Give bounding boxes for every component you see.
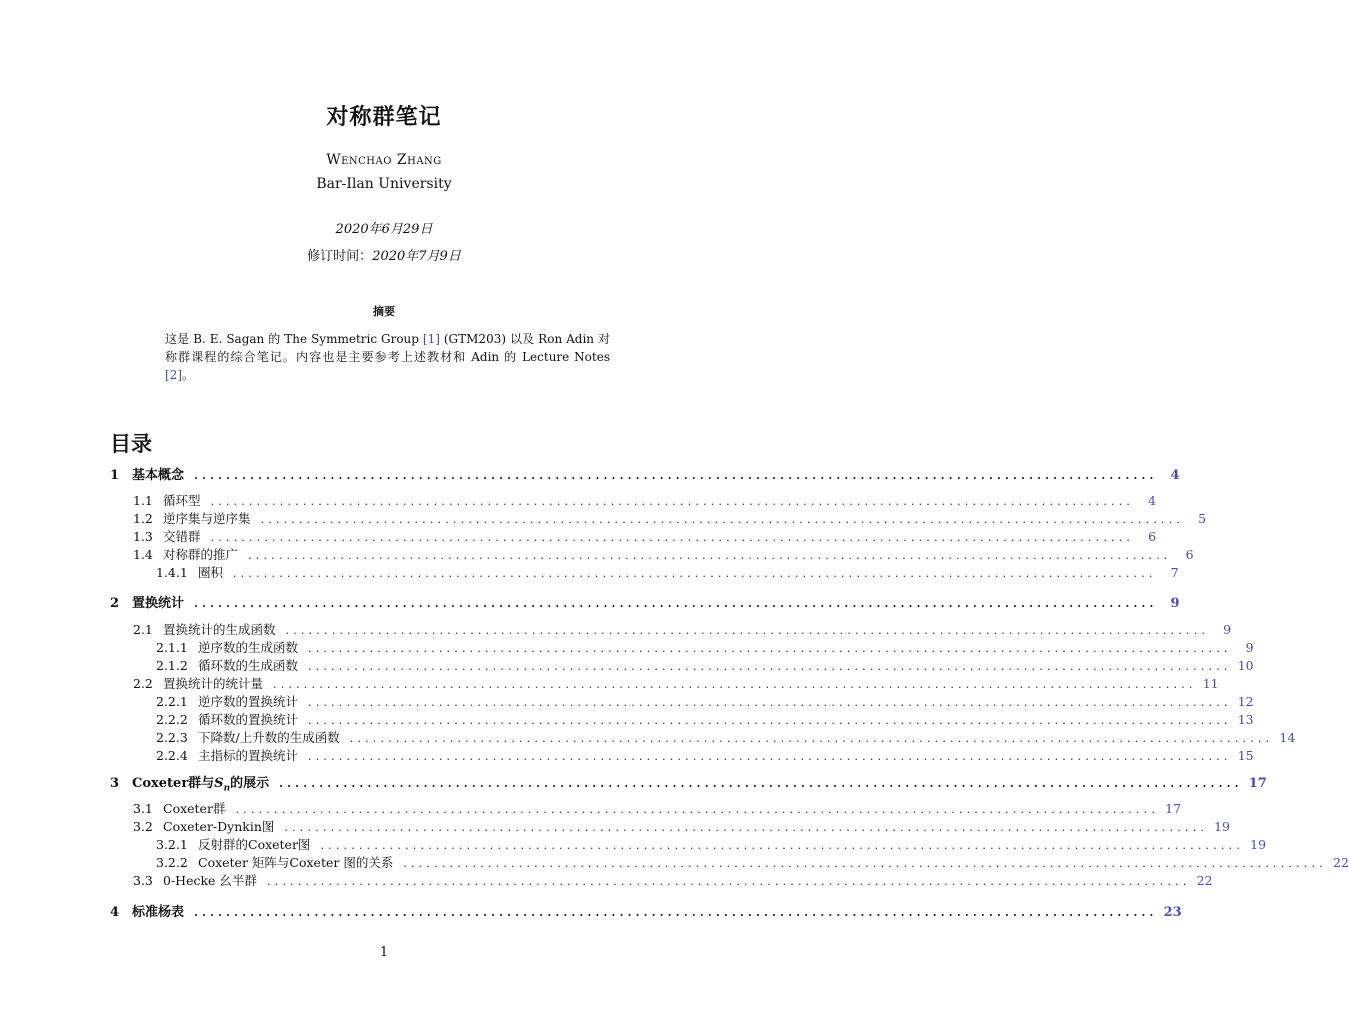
toc-leader-dots: ........................................................................................................................ xyxy=(194,906,1158,919)
citation-link-2[interactable]: [2] xyxy=(165,368,182,382)
toc-entry[interactable] xyxy=(156,693,1254,711)
toc-entry-page[interactable]: 12 xyxy=(1237,694,1254,709)
toc-entry[interactable] xyxy=(133,528,1157,546)
document-title: 对称群笔记 xyxy=(326,104,442,130)
toc-entry-page[interactable]: 23 xyxy=(1163,905,1182,920)
toc-leader-dots: ........................................................................................................................ xyxy=(285,624,1210,637)
toc-entry-label: 圈积 xyxy=(198,565,224,580)
toc-entry-page[interactable]: 4 xyxy=(1148,493,1157,508)
toc-leader-dots: ........................................................................................................................ xyxy=(194,469,1158,482)
toc-entry[interactable] xyxy=(110,904,1182,922)
toc-label-pre: Coxeter群与 xyxy=(132,776,215,791)
toc-entry-page[interactable]: 9 xyxy=(1223,622,1232,637)
toc-entry-number: 1.2 xyxy=(133,511,153,526)
toc-entry-number: 1.4 xyxy=(133,547,153,562)
toc-entry-number: 2.2.1 xyxy=(156,694,188,709)
toc-entry[interactable] xyxy=(156,854,1349,872)
toc-entry-number: 2.1.2 xyxy=(156,658,188,673)
toc-entry-label: Coxeter群 xyxy=(163,801,226,816)
toc-entry-label: 逆序集与逆序集 xyxy=(163,511,251,526)
toc-leader-dots: ........................................................................................................................ xyxy=(273,678,1197,691)
toc-entry[interactable] xyxy=(133,492,1157,510)
toc-entry[interactable] xyxy=(156,564,1179,582)
toc-entry[interactable] xyxy=(133,546,1194,564)
toc-leader-dots: ........................................................................................................................ xyxy=(210,495,1135,508)
toc-entry[interactable] xyxy=(110,467,1180,485)
toc-leader-dots: ........................................................................................................................ xyxy=(235,803,1160,816)
toc-entry-number: 2.1 xyxy=(133,622,153,637)
toc-label-post: 的展示 xyxy=(230,776,270,791)
toc-entry[interactable] xyxy=(110,775,1267,794)
toc-leader-dots: ........................................................................................................................ xyxy=(308,660,1232,673)
toc-leader-dots: ........................................................................................................................ xyxy=(233,567,1157,580)
toc-entry-page[interactable]: 9 xyxy=(1170,596,1180,611)
toc-entry-label: Coxeter-Dynkin图 xyxy=(163,819,275,834)
toc-leader-dots: ........................................................................................................................ xyxy=(320,839,1245,852)
toc-entry-label: 反射群的Coxeter图 xyxy=(198,837,311,852)
toc-entry-label: 对称群的推广 xyxy=(163,547,239,562)
toc-entry-page[interactable]: 4 xyxy=(1170,468,1180,483)
toc-entry[interactable] xyxy=(156,711,1254,729)
toc-leader-dots: ........................................................................................................................ xyxy=(403,857,1327,870)
toc-entry-number: 2.2.3 xyxy=(156,730,188,745)
toc-entry-label: 下降数/上升数的生成函数 xyxy=(198,730,340,745)
toc-entry-page[interactable]: 19 xyxy=(1214,819,1231,834)
toc-entry[interactable] xyxy=(133,510,1207,528)
toc-entry-page[interactable]: 22 xyxy=(1196,873,1213,888)
revised-date: 2020年7月9日 xyxy=(372,249,461,264)
toc-entry[interactable] xyxy=(133,872,1213,890)
abstract-text-3: 。 xyxy=(182,368,195,382)
toc-entry-label: 交错群 xyxy=(163,529,201,544)
toc-entry[interactable] xyxy=(133,818,1231,836)
toc-entry-number: 1 xyxy=(110,468,120,483)
toc-leader-dots: ........................................................................................................................ xyxy=(260,513,1185,526)
toc-entry-label: 主指标的置换统计 xyxy=(198,748,299,763)
toc-entry-page[interactable]: 9 xyxy=(1245,640,1254,655)
author-affiliation: Bar-Ilan University xyxy=(316,176,452,192)
abstract-text-1: 这是 B. E. Sagan 的 The Symmetric Group xyxy=(165,332,423,346)
abstract-heading: 摘要 xyxy=(373,305,395,318)
toc-entry-number: 3.3 xyxy=(133,873,153,888)
toc-leader-dots: ........................................................................................................................ xyxy=(279,777,1243,790)
toc-entry-label xyxy=(132,775,269,798)
toc-entry-number: 4 xyxy=(110,905,120,920)
toc-entry-page[interactable]: 5 xyxy=(1198,511,1207,526)
toc-entry[interactable] xyxy=(110,595,1180,613)
toc-entry-label: 逆序数的置换统计 xyxy=(198,694,299,709)
toc-entry-number: 1.1 xyxy=(133,493,153,508)
toc-leader-dots: ........................................................................................................................ xyxy=(248,549,1172,562)
abstract-text-2: (GTM203) 以及 Ron Adin 对称群课程的综合笔记。内容也是主要参考上述教材和 Adin 的 Lecture Notes xyxy=(165,332,610,364)
toc-entry-page[interactable]: 10 xyxy=(1237,658,1254,673)
toc-entry-label: 循环数的生成函数 xyxy=(198,658,299,673)
toc-entry-page[interactable]: 14 xyxy=(1279,730,1296,745)
revised-label: 修订时间： xyxy=(307,249,373,264)
toc-entry-label: 标准杨表 xyxy=(132,905,185,920)
toc-entry-page[interactable]: 13 xyxy=(1237,712,1254,727)
author-name: Wenchao Zhang xyxy=(326,152,442,168)
toc-entry[interactable] xyxy=(156,639,1254,657)
toc-leader-dots: ........................................................................................................................ xyxy=(308,696,1232,709)
toc-entry-label: 置换统计 xyxy=(132,596,185,611)
toc-entry-label: 0-Hecke 幺半群 xyxy=(163,873,257,888)
toc-entry-page[interactable]: 17 xyxy=(1165,801,1182,816)
toc-entry-number: 3.2.1 xyxy=(156,837,188,852)
toc-entry-number: 2.1.1 xyxy=(156,640,188,655)
toc-entry-page[interactable]: 11 xyxy=(1202,676,1219,691)
toc-entry[interactable] xyxy=(156,747,1254,765)
page-number: 1 xyxy=(379,945,389,960)
toc-leader-dots: ........................................................................................................................ xyxy=(266,875,1191,888)
toc-entry-number: 2.2.4 xyxy=(156,748,188,763)
toc-entry-label: 置换统计的生成函数 xyxy=(163,622,276,637)
toc-entry-page[interactable]: 6 xyxy=(1148,529,1157,544)
toc-entry-number: 2.2.2 xyxy=(156,712,188,727)
math-symbol-s: S xyxy=(214,776,224,791)
toc-entry-number: 3.1 xyxy=(133,801,153,816)
toc-entry-label: 基本概念 xyxy=(132,468,185,483)
abstract-body xyxy=(165,330,610,384)
toc-entry-label: 置换统计的统计量 xyxy=(163,676,264,691)
toc-entry[interactable] xyxy=(156,657,1254,675)
toc-entry-page[interactable]: 17 xyxy=(1248,776,1267,791)
toc-entry-number: 1.3 xyxy=(133,529,153,544)
toc-entry-label: 逆序数的生成函数 xyxy=(198,640,299,655)
toc-entry[interactable] xyxy=(156,836,1267,854)
toc-entry[interactable] xyxy=(133,621,1232,639)
toc-leader-dots: ........................................................................................................................ xyxy=(308,714,1232,727)
toc-entry-page[interactable]: 7 xyxy=(1170,565,1179,580)
toc-entry-number: 2.2 xyxy=(133,676,153,691)
toc-heading: 目录 xyxy=(110,431,152,456)
toc-entry[interactable] xyxy=(133,800,1182,818)
toc-entry[interactable] xyxy=(133,675,1219,693)
toc-entry[interactable] xyxy=(156,729,1296,747)
toc-leader-dots: ........................................................................................................................ xyxy=(349,732,1274,745)
toc-entry-number: 3 xyxy=(110,776,120,791)
toc-entry-page[interactable]: 19 xyxy=(1250,837,1267,852)
toc-entry-number: 3.2.2 xyxy=(156,855,188,870)
math-subscript-n: n xyxy=(223,783,231,794)
toc-entry-label: 循环型 xyxy=(163,493,201,508)
toc-entry-number: 1.4.1 xyxy=(156,565,188,580)
revised-date-line xyxy=(0,245,768,264)
toc-leader-dots: ........................................................................................................................ xyxy=(194,597,1158,610)
toc-leader-dots: ........................................................................................................................ xyxy=(210,531,1135,544)
toc-leader-dots: ........................................................................................................................ xyxy=(284,821,1209,834)
toc-entry-number: 3.2 xyxy=(133,819,153,834)
citation-link-1[interactable]: [1] xyxy=(422,332,440,346)
toc-entry-page[interactable]: 6 xyxy=(1185,547,1194,562)
toc-entry-label: Coxeter 矩阵与Coxeter 图的关系 xyxy=(198,855,394,870)
toc-entry-page[interactable]: 22 xyxy=(1333,855,1349,870)
toc-leader-dots: ........................................................................................................................ xyxy=(308,750,1232,763)
document-date: 2020年6月29日 xyxy=(335,222,433,237)
toc-leader-dots: ........................................................................................................................ xyxy=(308,642,1232,655)
toc-entry-number: 2 xyxy=(110,596,120,611)
toc-entry-page[interactable]: 15 xyxy=(1237,748,1254,763)
toc-entry-label: 循环数的置换统计 xyxy=(198,712,299,727)
